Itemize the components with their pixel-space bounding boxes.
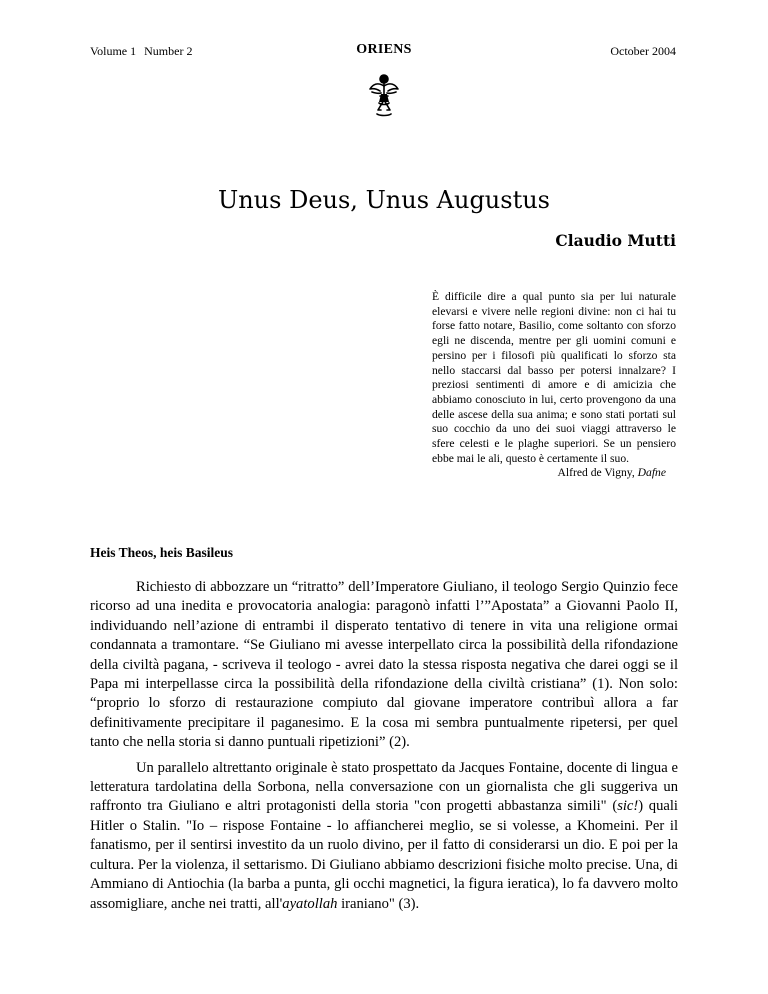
epigraph-text: È difficile dire a qual punto sia per lui naturale elevarsi e vivere nelle regioni divine: non ci hai tu forse fatto notare, Basilio, come soltanto con sforzo egli ne discenda, mentre per gli uomini comuni e persino per i filosofi più qualificati lo sforzo sta nello staccarsi dal basso per potersi innalzare? I preziosi sentimenti di amore e di amicizia che abbiamo conosciuto in lui, certo provengono da una delle ascese della sua anima; e sono stati portati sul suo cocchio da uno dei suoi viaggi attraverso le sfere celesti e le plaghe superiori. Se un pensiero ebbe mai le ali, questo è certamente il suo. — [432, 290, 676, 465]
article-author: Claudio Mutti — [555, 231, 676, 250]
epigraph-attribution-author: Alfred de Vigny, — [557, 466, 638, 480]
paragraph-2-part-2: ) quali Hitler o Stalin. "Io – rispose Fontaine - lo affiancherei meglio, se si volesse, a Khomeini. Per il fanatismo, per il sentirsi investito da un ruolo divino, per il fatto di considerarsi un dio. E poi per la cultura. Per la violenza, il settarismo. Di Giuliano abbiamo descrizioni fisiche molto precise. Una, di Ammiano di Antiochia (la barba a punta, gli occhi magnetici, la figura ieratica), lo fa davvero molto assomigliare, anche nei tratti, all' — [90, 798, 678, 912]
epigraph — [432, 290, 676, 481]
body-paragraph-1: Richiesto di abbozzare un “ritratto” dell’Imperatore Giuliano, il teologo Sergio Quinzio fece ricorso ad una inedita e provocatoria analogia: paragonò infatti l’”Apostata” a Giovanni Paolo II, individuando nell’azione di entrambi il disperato tentativo di tenere in vita una religione ormai condannata a tramontare. “Se Giuliano mi avesse interpellato circa la possibilità della rifondazione della civiltà pagana, - scriveva il teologo - avrei dato la stessa risposta negativa che darei oggi se il Papa mi interpellasse circa la possibilità della rifondazione della civiltà cristiana” (1). Non solo: “proprio lo sforzo di restaurazione compiuto dal giovane imperatore contribuì allora a far definitivamente precipitare il paganesimo. E la cosa mi sembra puntualmente ripetersi, per quel tanto che nella storia si danno puntuali ripetizioni” (2). — [90, 579, 678, 751]
epigraph-attribution-work: Dafne — [637, 466, 666, 480]
header-journal-name: ORIENS — [356, 42, 412, 57]
article-title: Unus Deus, Unus Augustus — [218, 186, 550, 215]
winged-figure-icon — [368, 72, 400, 118]
ayatollah-term: ayatollah — [282, 895, 338, 912]
body-paragraph-2 — [90, 759, 678, 914]
paragraph-2-part-3: iraniano" (3). — [337, 895, 420, 912]
header-number: Number 2 — [144, 44, 193, 58]
sic-annotation: sic! — [617, 798, 639, 815]
epigraph-attribution — [432, 466, 676, 481]
section-heading: Heis Theos, heis Basileus — [90, 545, 234, 560]
article-body — [90, 578, 678, 920]
header-date: October 2004 — [610, 44, 676, 58]
paragraph-2-part-1: Un parallelo altrettanto originale è stato prospettato da Jacques Fontaine, docente di lingua e letteratura tardolatina della Sorbona, nella conversazione con un giornalista che gli suggeriva un raffronto tra Giuliano e altri protagonisti della storia "con progetti abbastanza simili" ( — [90, 759, 678, 815]
header-volume: Volume 1 — [90, 44, 137, 58]
